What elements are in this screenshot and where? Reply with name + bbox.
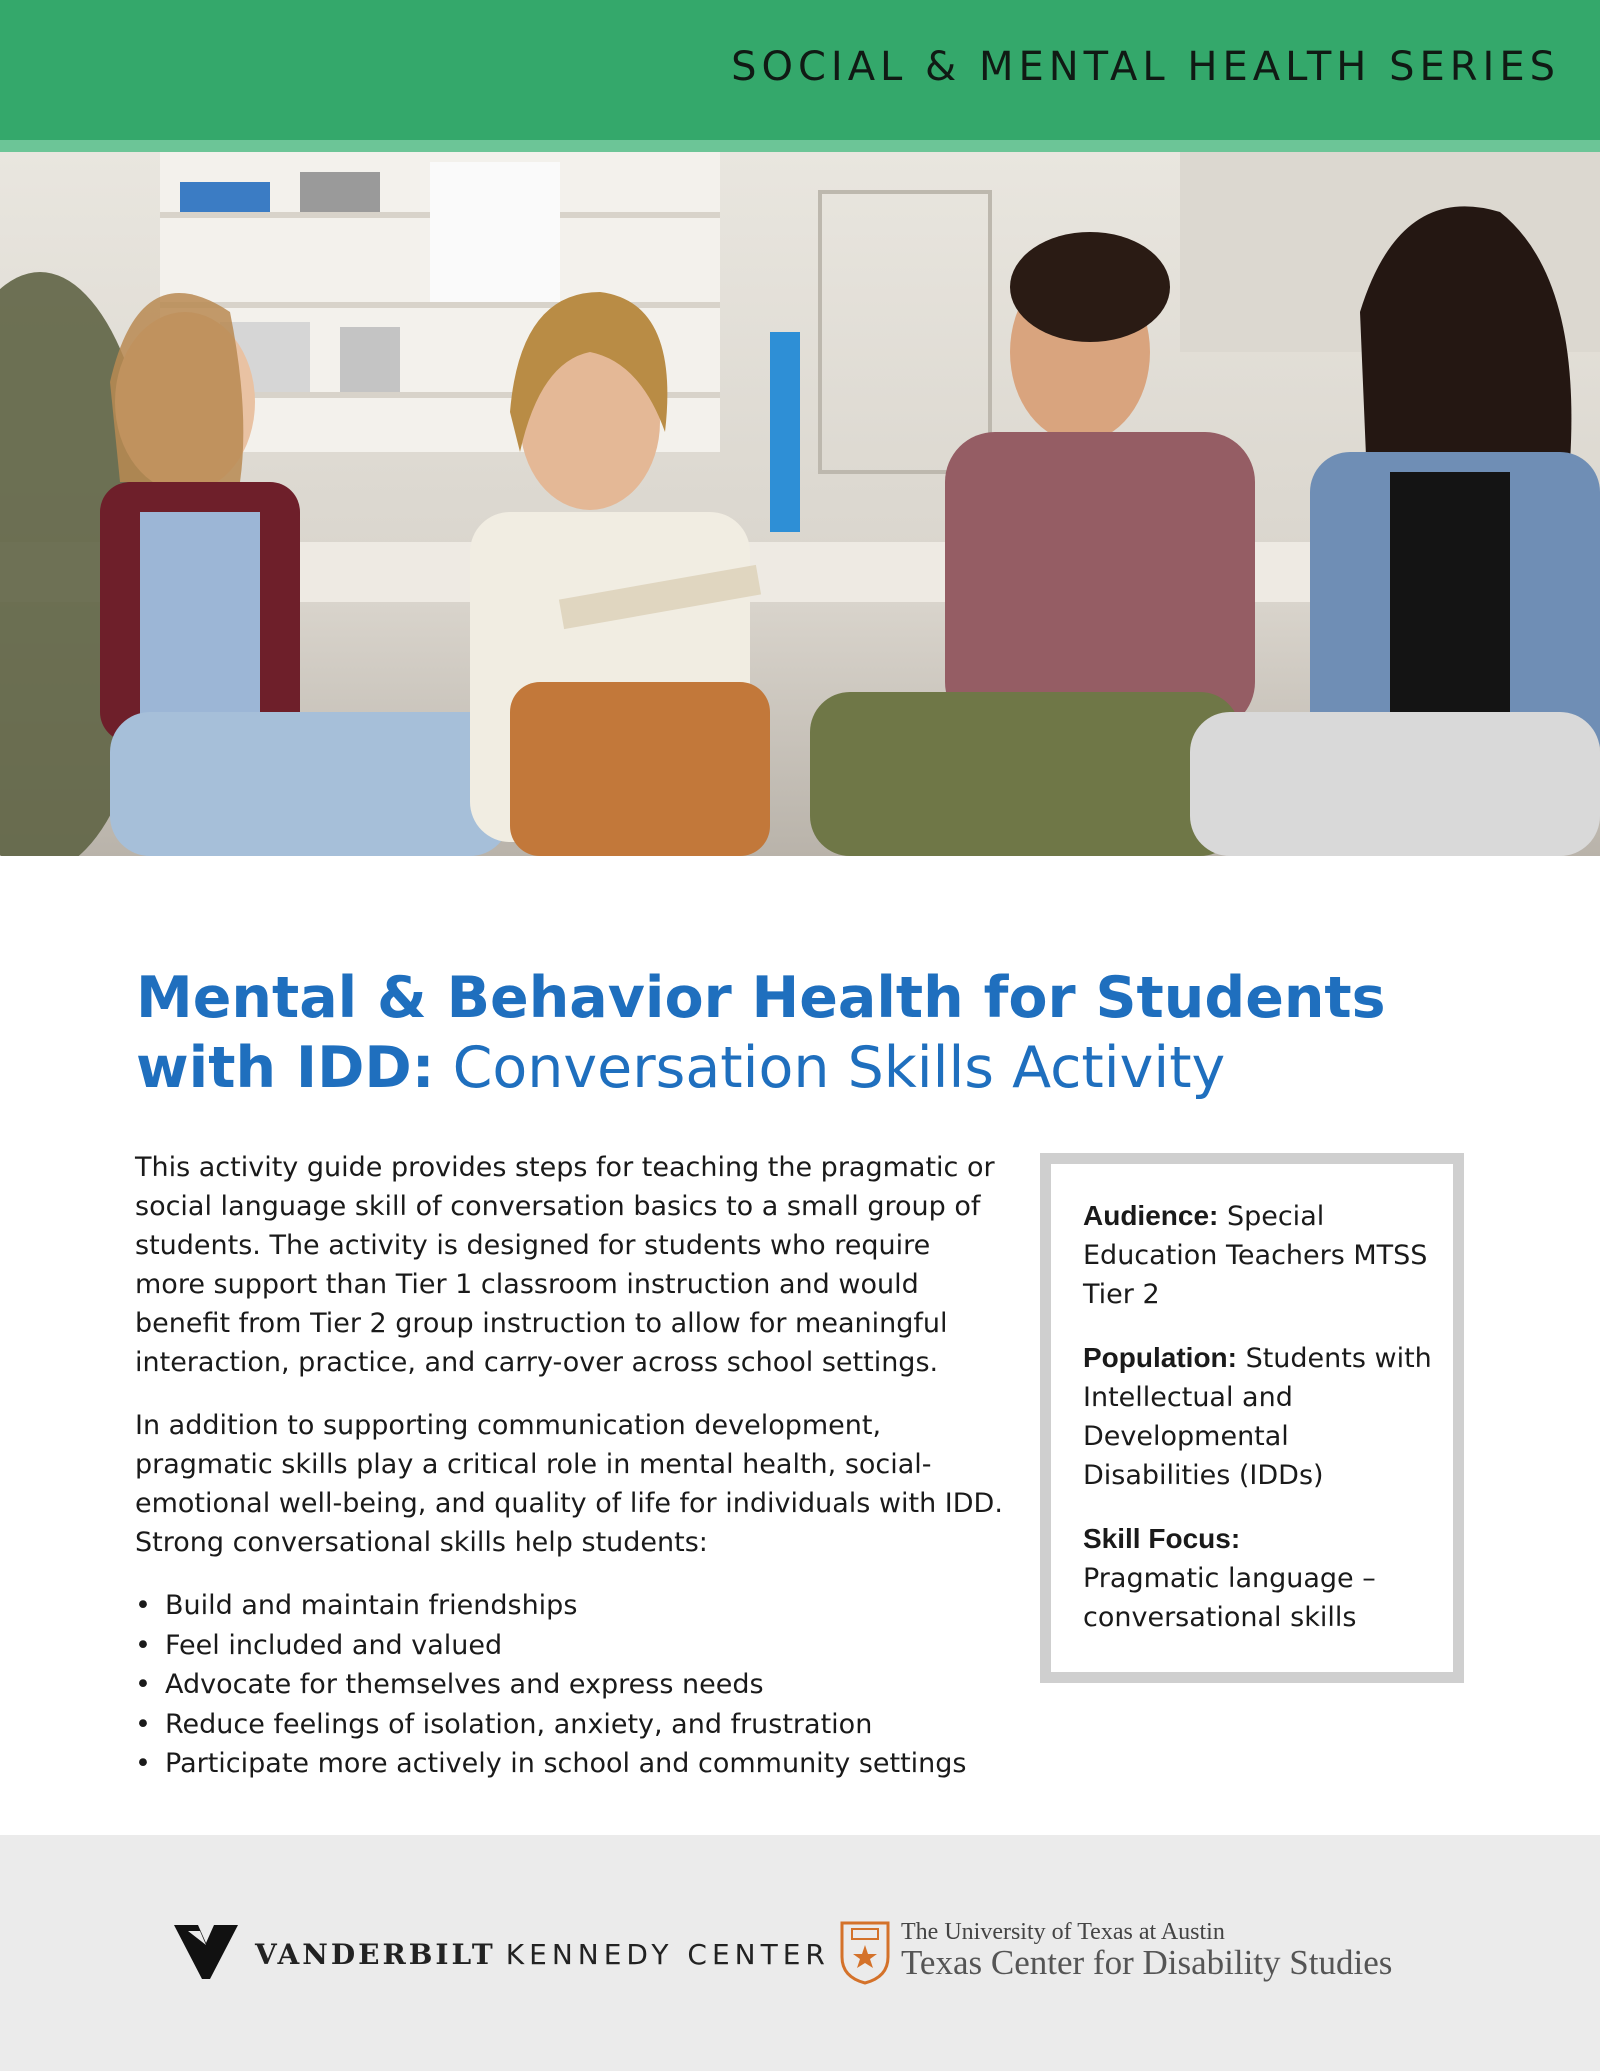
header-banner — [0, 0, 1600, 140]
intro-paragraph: This activity guide provides steps for teaching the pragmatic or social language skill of conversation basics to a small group of students. The activity is designed for students who require more support than Tier 1 classroom instruction and would benefit from Tier 2 group instruction to allow for meaningful interaction, practice, and carry-over across school settings. — [135, 1152, 995, 1378]
audience-value: Special Education Teachers MTSS Tier 2 — [1083, 1201, 1428, 1310]
info-box-content — [1083, 1196, 1433, 1661]
population-value: Students with Intellectual and Developmental Disabilities (IDDs) — [1083, 1343, 1432, 1491]
list-item: • Feel included and valued — [135, 1626, 1005, 1666]
ut-center-name: Texas Center for Disability Studies — [901, 1943, 1393, 1982]
title-light: Conversation Skills Activity — [452, 1035, 1226, 1101]
vkc-name-bold: VANDERBILT — [255, 1938, 496, 1971]
skill-label: Skill Focus: — [1083, 1523, 1241, 1554]
audience-label: Audience: — [1083, 1200, 1219, 1231]
skill-value: Pragmatic language – conversational skills — [1083, 1563, 1376, 1633]
vanderbilt-v-logo-icon — [174, 1925, 238, 1979]
info-box — [1040, 1153, 1464, 1683]
list-item: • Build and maintain friendships — [135, 1586, 1005, 1626]
list-item: • Advocate for themselves and express needs — [135, 1665, 1005, 1705]
header-stripe — [0, 140, 1600, 152]
context-paragraph: In addition to supporting communication development, pragmatic skills play a critical role in mental health, social-emotional well-being, and quality of life for individuals with IDD. Strong conversational skills help students: — [135, 1410, 1003, 1558]
benefits-list — [135, 1586, 1005, 1784]
vkc-name-rest: KENNEDY CENTER — [505, 1938, 830, 1971]
audience-item — [1083, 1196, 1433, 1314]
footer — [0, 1835, 1600, 2071]
list-item: • Participate more actively in school and community settings — [135, 1744, 1005, 1784]
body-column — [135, 1148, 1005, 1784]
ut-seal-icon — [840, 1921, 890, 1985]
skill-item — [1083, 1519, 1433, 1637]
series-title: SOCIAL & MENTAL HEALTH SERIES — [731, 44, 1560, 90]
classroom-photo — [0, 152, 1600, 856]
ut-university-name: The University of Texas at Austin — [901, 1919, 1225, 1945]
list-item: • Reduce feelings of isolation, anxiety, and frustration — [135, 1705, 1005, 1745]
title-bold: Mental & Behavior Health for Students with IDD: — [136, 965, 1386, 1101]
page-title — [136, 963, 1476, 1103]
hero-photo — [0, 152, 1600, 856]
vkc-wordmark — [255, 1938, 830, 1971]
population-item — [1083, 1338, 1433, 1495]
population-label: Population: — [1083, 1342, 1237, 1373]
